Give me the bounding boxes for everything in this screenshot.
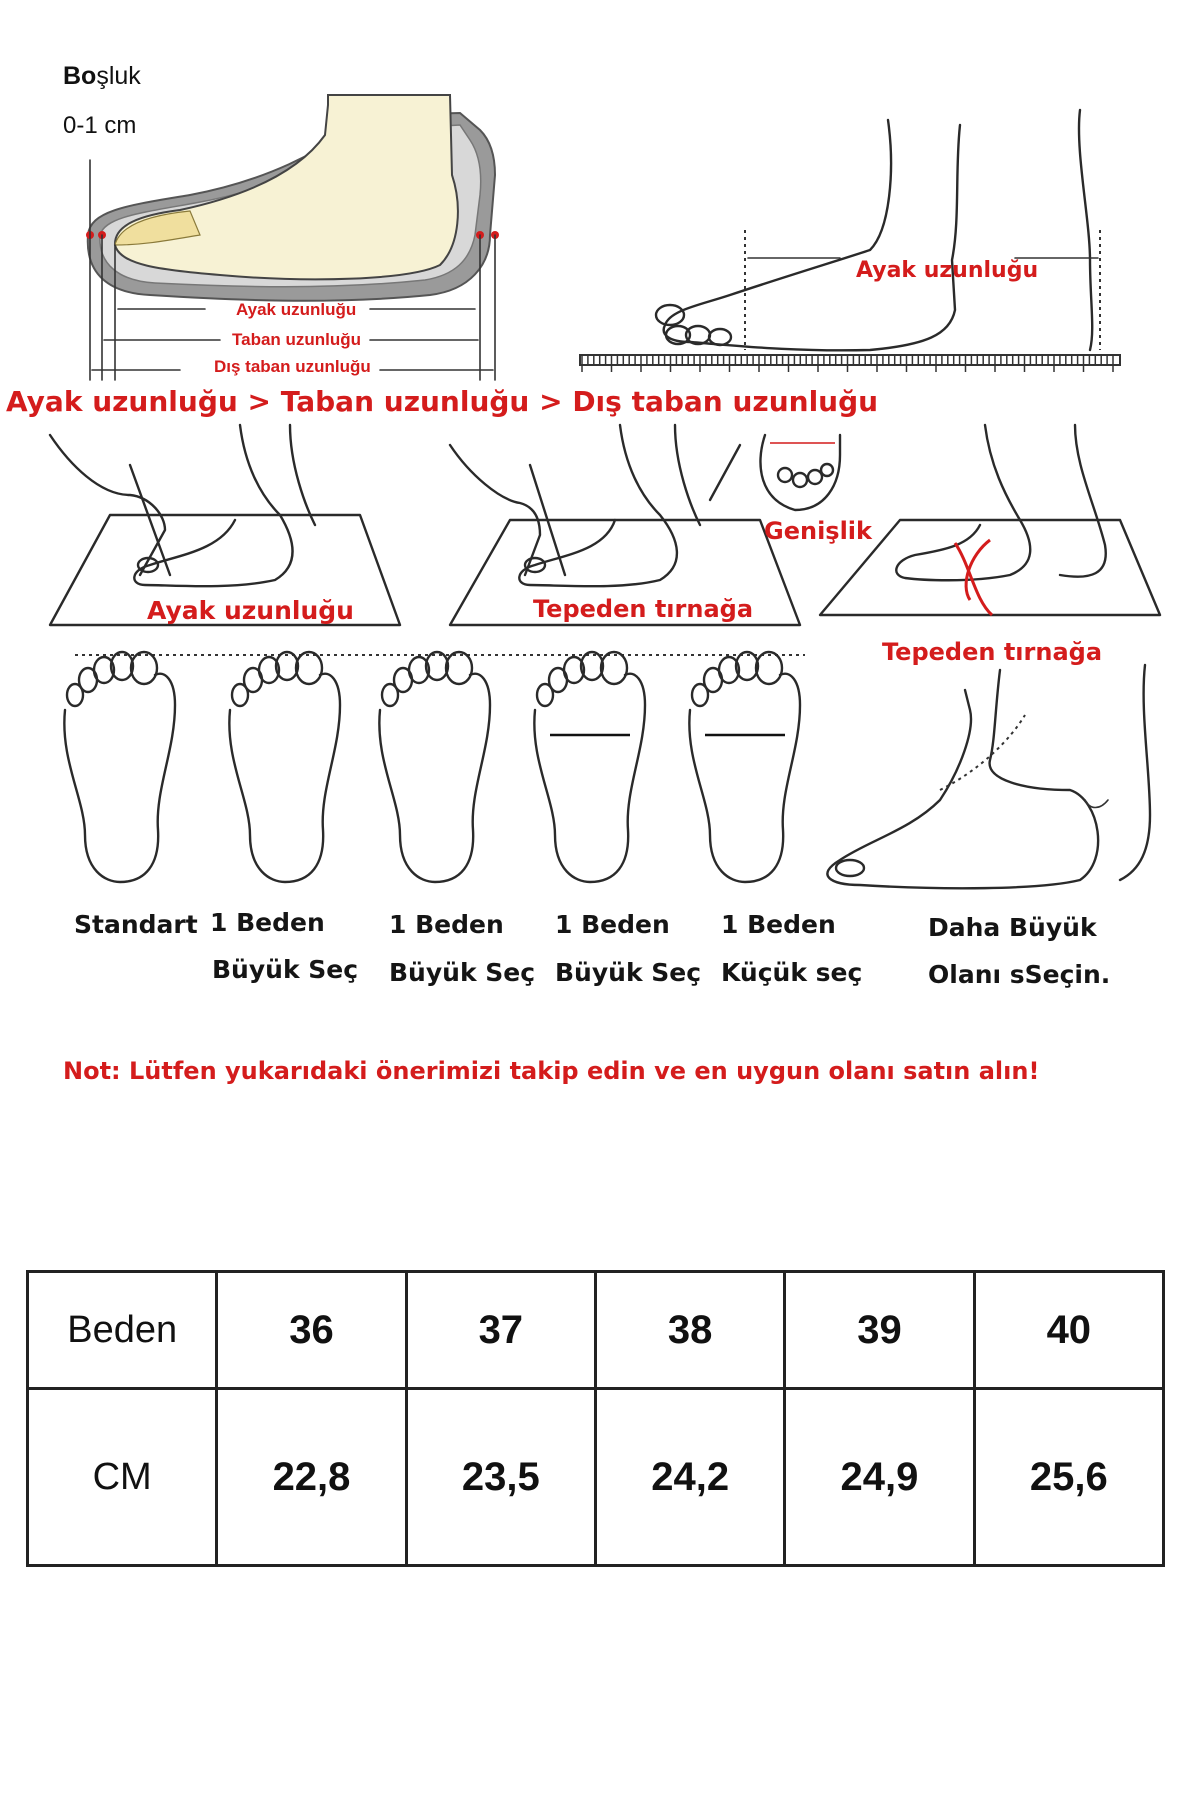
spacing-label: Boşluk bbox=[63, 62, 141, 90]
foot-type-6-line2: Olanı sSeçin. bbox=[928, 960, 1111, 989]
foot-type-2-line1: 1 Beden bbox=[210, 908, 325, 937]
foot-length-label: Ayak uzunluğu bbox=[236, 300, 357, 319]
foot-type-4-line2: Büyük Seç bbox=[555, 958, 702, 987]
foot-outline-4 bbox=[534, 652, 645, 882]
spacing-value: 0-1 cm bbox=[63, 112, 137, 139]
measure-step-1-label: Ayak uzunluğu bbox=[147, 596, 354, 625]
foot-outline-5 bbox=[689, 652, 800, 882]
table-row bbox=[28, 1389, 1164, 1566]
side-foot-ruler-illustration bbox=[570, 110, 1130, 370]
foot-type-standard-line1: Standart bbox=[74, 910, 198, 939]
sole-length-label: Taban uzunluğu bbox=[232, 330, 362, 349]
size-cell: 38 bbox=[595, 1272, 784, 1389]
foot-type-3-line2: Büyük Seç bbox=[389, 958, 536, 987]
foot-type-2-line2: Büyük Seç bbox=[212, 955, 359, 984]
foot-shapes-illustration bbox=[40, 650, 1180, 890]
foot-outline-3 bbox=[379, 652, 490, 882]
foot-outline-1 bbox=[64, 652, 175, 882]
width-label: Genişlik bbox=[764, 517, 872, 545]
measure-step-1-illustration bbox=[30, 425, 410, 625]
table-row bbox=[28, 1272, 1164, 1389]
size-cell: 39 bbox=[785, 1272, 974, 1389]
cm-cell: 24,2 bbox=[595, 1389, 784, 1566]
cm-cell: 22,8 bbox=[217, 1389, 406, 1566]
cm-cell: 25,6 bbox=[974, 1389, 1163, 1566]
size-cell: 40 bbox=[974, 1272, 1163, 1389]
foot-type-6-line1: Daha Büyük bbox=[928, 913, 1097, 942]
size-cell: 37 bbox=[406, 1272, 595, 1389]
cm-cell: 23,5 bbox=[406, 1389, 595, 1566]
size-table bbox=[26, 1270, 1165, 1567]
row-label-cm: CM bbox=[28, 1389, 217, 1566]
length-comparison-heading: Ayak uzunluğu > Taban uzunluğu > Dış taban uzunluğu bbox=[6, 385, 879, 418]
size-cell: 36 bbox=[217, 1272, 406, 1389]
foot-type-5-line1: 1 Beden bbox=[721, 910, 836, 939]
foot-outline-2 bbox=[229, 652, 340, 882]
row-label-size: Beden bbox=[28, 1272, 217, 1389]
measure-step-3-illustration bbox=[820, 425, 1170, 625]
foot-type-3-line1: 1 Beden bbox=[389, 910, 504, 939]
measure-step-3-label: Tepeden tırnağa bbox=[882, 638, 1103, 666]
recommendation-note: Not: Lütfen yukarıdaki önerimizi takip edin ve en uygun olanı satın alın! bbox=[63, 1057, 1040, 1085]
side-foot-length-label: Ayak uzunluğu bbox=[856, 258, 1039, 283]
outsole-length-label: Dış taban uzunluğu bbox=[214, 357, 371, 376]
cm-cell: 24,9 bbox=[785, 1389, 974, 1566]
foot-type-4-line1: 1 Beden bbox=[555, 910, 670, 939]
measure-step-2-label: Tepeden tırnağa bbox=[533, 595, 754, 623]
foot-type-5-line2: Küçük seç bbox=[721, 958, 863, 987]
